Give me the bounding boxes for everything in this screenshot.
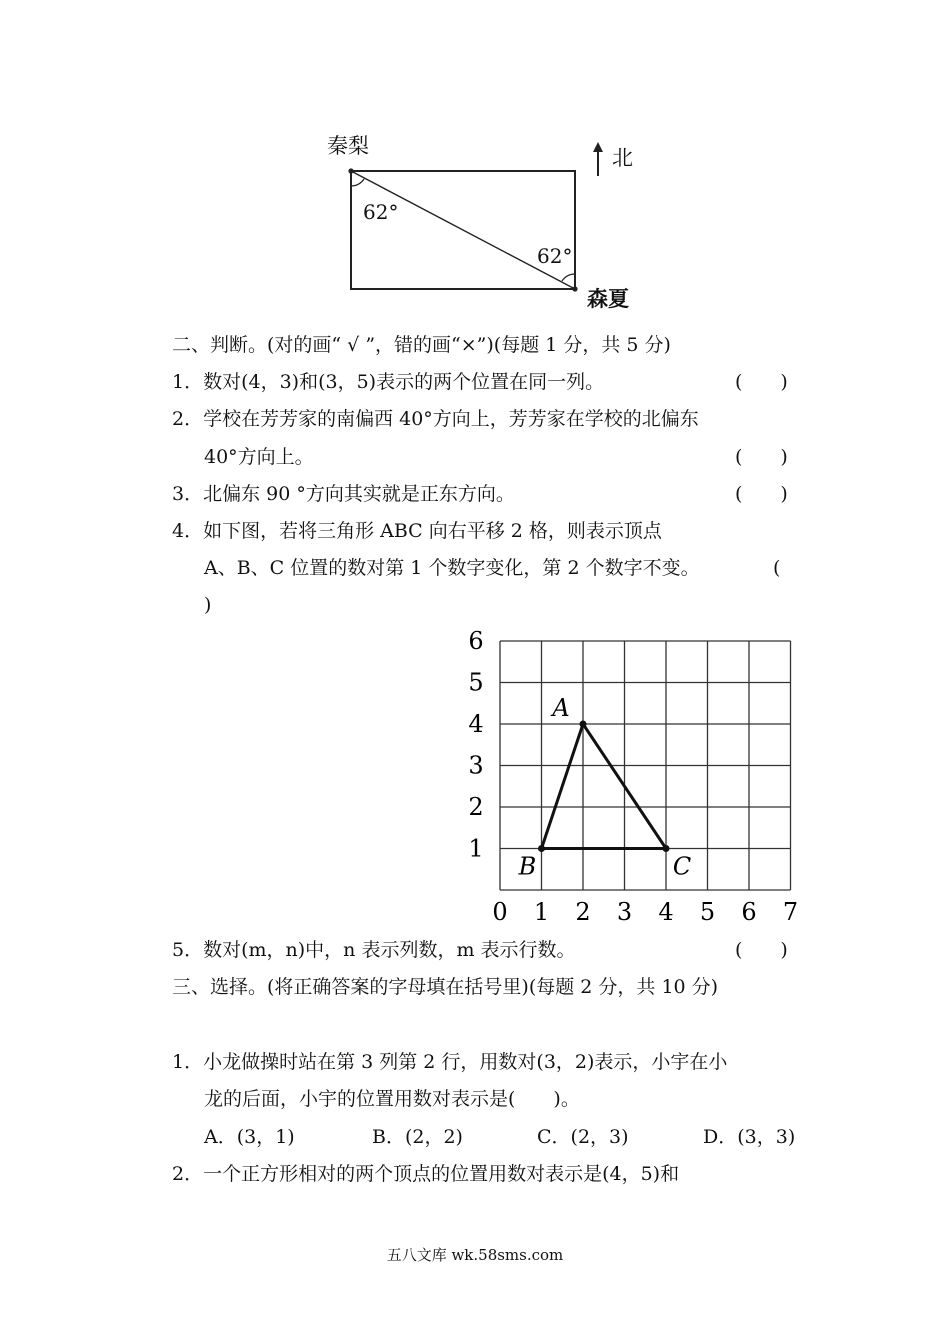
option-c[interactable]: C．(2，3) bbox=[537, 1126, 629, 1148]
y-tick-label-2: 2 bbox=[468, 793, 484, 821]
direction-figure bbox=[320, 128, 650, 313]
coordinate-grid-chart bbox=[450, 628, 810, 928]
answer-blank-2-4-close[interactable]: ) bbox=[204, 594, 212, 616]
up-arrow-icon bbox=[593, 142, 603, 176]
section2-heading: 二、判断。(对的画“ √ ”，错的画“×”)(每题 1 分，共 5 分) bbox=[172, 334, 671, 356]
answer-blank-2-5[interactable]: ( ) bbox=[735, 939, 788, 961]
vertex-c bbox=[663, 845, 670, 852]
question-2-5: 5．数对(m，n)中，n 表示列数，m 表示行数。 bbox=[172, 939, 576, 961]
question-2-1: 1．数对(4，3)和(3，5)表示的两个位置在同一列。 bbox=[172, 371, 605, 393]
y-tick-label-5: 5 bbox=[468, 668, 484, 697]
question-3-2-line1: 2．一个正方形相对的两个顶点的位置用数对表示是(4，5)和 bbox=[172, 1163, 680, 1185]
north-label: 北 bbox=[612, 146, 633, 170]
question-2-2-line1: 2．学校在芳芳家的南偏西 40°方向上，芳芳家在学校的北偏东 bbox=[172, 408, 699, 430]
label-senxia: 森夏 bbox=[587, 287, 629, 311]
label-qinli: 秦梨 bbox=[327, 134, 369, 158]
vertex-b bbox=[538, 845, 545, 852]
point-top-left bbox=[348, 168, 353, 173]
x-tick-label-2: 2 bbox=[575, 898, 591, 926]
answer-blank-2-1[interactable]: ( ) bbox=[735, 371, 788, 393]
answer-blank-2-3[interactable]: ( ) bbox=[735, 483, 788, 505]
x-tick-label-1: 1 bbox=[533, 898, 550, 926]
question-2-2-line2: 40°方向上。 bbox=[204, 446, 314, 468]
option-b[interactable]: B．(2，2) bbox=[372, 1126, 463, 1148]
question-2-3: 3．北偏东 90 °方向其实就是正东方向。 bbox=[172, 483, 515, 505]
diagonal-line bbox=[351, 171, 575, 289]
vertex-label-c: C bbox=[672, 852, 692, 881]
option-a[interactable]: A．(3，1) bbox=[204, 1126, 295, 1148]
x-tick-label-6: 6 bbox=[741, 898, 757, 926]
vertex-label-a: A bbox=[552, 694, 570, 722]
angle-arc-left bbox=[351, 179, 364, 186]
option-d[interactable]: D．(3，3) bbox=[703, 1126, 796, 1148]
triangle-abc bbox=[542, 724, 667, 849]
angle-label-left: 62° bbox=[363, 200, 399, 224]
x-tick-label-5: 5 bbox=[699, 898, 716, 926]
x-tick-label-3: 3 bbox=[616, 898, 633, 926]
angle-arc-right bbox=[562, 274, 575, 281]
angle-label-right: 62° bbox=[537, 244, 573, 268]
question-3-1-line1: 1．小龙做操时站在第 3 列第 2 行，用数对(3，2)表示，小宇在小 bbox=[172, 1051, 728, 1073]
vertex-label-b: B bbox=[518, 852, 537, 881]
answer-blank-2-2[interactable]: ( ) bbox=[735, 446, 788, 468]
x-tick-label-7: 7 bbox=[782, 898, 799, 926]
point-bottom-right bbox=[572, 286, 577, 291]
answer-blank-2-4-open[interactable]: ( bbox=[773, 557, 781, 579]
y-tick-label-1: 1 bbox=[468, 834, 484, 863]
y-tick-label-3: 3 bbox=[468, 751, 484, 780]
question-3-1-line2: 龙的后面，小宇的位置用数对表示是( )。 bbox=[204, 1088, 580, 1110]
y-tick-label-6: 6 bbox=[468, 628, 484, 655]
x-tick-label-0: 0 bbox=[492, 898, 508, 926]
footer-watermark: 五八文库 wk.58sms.com bbox=[386, 1246, 564, 1264]
question-2-4-line2: A、B、C 位置的数对第 1 个数字变化，第 2 个数字不变。 bbox=[204, 557, 700, 579]
section3-heading: 三、选择。(将正确答案的字母填在括号里)(每题 2 分，共 10 分) bbox=[172, 976, 719, 998]
question-2-4-line1: 4．如下图，若将三角形 ABC 向右平移 2 格，则表示顶点 bbox=[172, 520, 662, 542]
vertex-a bbox=[580, 721, 587, 728]
y-tick-label-4: 4 bbox=[468, 710, 484, 738]
grid-svg bbox=[450, 628, 810, 928]
x-tick-label-4: 4 bbox=[658, 898, 674, 926]
